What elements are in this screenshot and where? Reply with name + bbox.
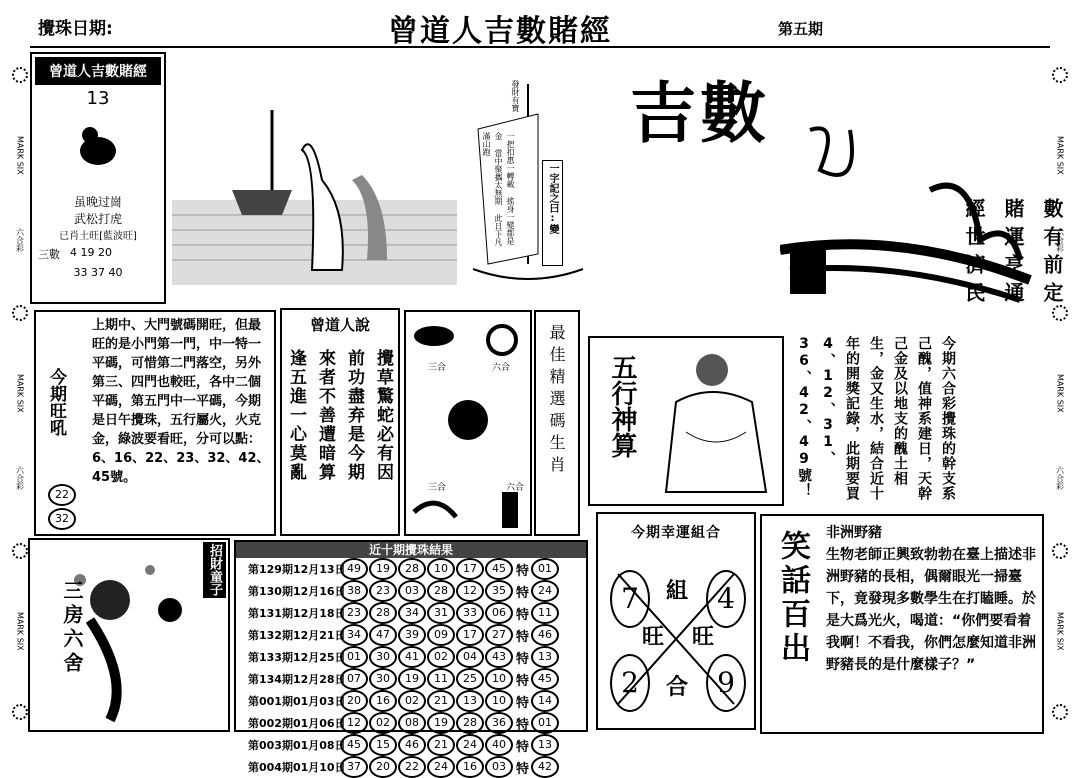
rabbit-illustration: [172, 90, 462, 290]
result-row: [248, 668, 586, 690]
child-figure: [656, 342, 776, 502]
special-label: 特: [516, 651, 530, 667]
result-number-ball: 07: [340, 668, 368, 690]
result-number-ball: 08: [398, 712, 426, 734]
result-number-ball: 34: [340, 624, 368, 646]
result-number-ball: 10: [427, 558, 455, 580]
result-number-ball: 33: [456, 602, 484, 624]
monkey-icon: [68, 121, 128, 171]
result-number-ball: 09: [427, 624, 455, 646]
result-number-ball: 12: [340, 712, 368, 734]
result-number-ball: 37: [340, 756, 368, 778]
card-poem-line3: 已肖土旺[藍波旺]: [59, 231, 137, 242]
result-number-ball: 03: [485, 756, 513, 778]
result-number-ball: 24: [456, 734, 484, 756]
result-number-ball: 28: [427, 580, 455, 602]
special-number-ball: 01: [531, 712, 559, 734]
special-number-ball: 11: [531, 602, 559, 624]
right-side-border: [1050, 40, 1070, 747]
boat-verse: 一把扣惠一轉載 搖身一變都是金 當中聚攜太無期 此日下凡滿山跑: [482, 132, 515, 246]
card-number: 13: [86, 88, 110, 109]
zodiac-label-2: 六合: [492, 363, 511, 373]
side-mark: MARK SIX: [15, 612, 25, 652]
prediction-badge: 今期旺吼: [46, 368, 66, 436]
prediction-box: [34, 310, 276, 536]
result-number-ball: 12: [456, 580, 484, 602]
special-number-ball: 46: [531, 624, 559, 646]
special-label: 特: [516, 761, 530, 777]
result-number-ball: 36: [485, 712, 513, 734]
flower-icon: [1052, 704, 1068, 720]
result-number-ball: 38: [340, 580, 368, 602]
zodiac-label-3: 三合: [428, 483, 447, 493]
result-number-ball: 40: [485, 734, 513, 756]
special-number-ball: 14: [531, 690, 559, 712]
side-mark: MARK SIX: [1055, 374, 1065, 413]
result-label: 第003期01月08日: [248, 739, 346, 752]
draw-date-label: 攪珠日期:: [38, 19, 113, 39]
header-divider: [30, 46, 1050, 48]
result-number-ball: 28: [456, 712, 484, 734]
result-number-ball: 25: [456, 668, 484, 690]
zodiac-card: [30, 52, 166, 304]
card-label: 三數: [38, 248, 60, 261]
fortune-word-top: 組: [666, 579, 689, 604]
result-number-ball: 24: [427, 756, 455, 778]
boat-flag: 發財有寶: [511, 80, 520, 112]
zodiac-box: [404, 310, 532, 536]
lucky-child-text: 三房六舍: [60, 580, 84, 676]
result-number-ball: 21: [427, 734, 455, 756]
saying-col-3: 來者不善遭暗算: [315, 349, 335, 482]
zodiac-label-1: 三合: [428, 363, 447, 373]
result-number-ball: 45: [485, 558, 513, 580]
flower-icon: [1052, 67, 1068, 83]
result-number-ball: 30: [369, 646, 397, 668]
result-number-ball: 47: [369, 624, 397, 646]
jishu-title: 吉數: [630, 74, 770, 152]
side-mark-cn: 六合彩: [1055, 465, 1065, 490]
special-number-ball: 13: [531, 646, 559, 668]
result-number-ball: 06: [485, 602, 513, 624]
saying-title: 曾道人說: [309, 316, 370, 334]
special-label: 特: [516, 739, 530, 755]
fortune-word-bottom: 合: [666, 675, 689, 700]
special-number-ball: 42: [531, 756, 559, 778]
result-number-ball: 23: [340, 602, 368, 624]
result-number-ball: 22: [398, 756, 426, 778]
card-nums1: 4 19 20: [70, 246, 112, 259]
flower-icon: [12, 67, 28, 83]
special-number-ball: 24: [531, 580, 559, 602]
result-number-ball: 46: [398, 734, 426, 756]
result-number-ball: 16: [369, 690, 397, 712]
wuxing-title: 五行神算: [607, 354, 637, 458]
result-number-ball: 31: [427, 602, 455, 624]
result-number-ball: 41: [398, 646, 426, 668]
result-label: 第134期12月28日: [248, 673, 346, 686]
saying-col-2: 前功盡弃是今期: [344, 349, 364, 482]
result-number-ball: 17: [456, 624, 484, 646]
special-label: 特: [516, 607, 530, 623]
result-number-ball: 19: [369, 558, 397, 580]
jishu-columns: [612, 198, 1080, 310]
result-number-ball: 11: [427, 668, 455, 690]
prediction-ball-1: 22: [48, 484, 76, 506]
saying-col-1: 攪草驚蛇必有因: [373, 349, 393, 482]
special-label: 特: [516, 695, 530, 711]
special-label: 特: [516, 717, 530, 733]
saying-col-4: 逢五進一心莫亂: [286, 349, 306, 482]
fortune-number-tr: 4: [706, 570, 746, 628]
fortune-word-left: 旺: [642, 625, 665, 650]
card-poem-line1: 虽晚过崗: [73, 195, 122, 209]
result-number-ball: 28: [398, 558, 426, 580]
boat-section: [468, 74, 586, 296]
result-number-ball: 39: [398, 624, 426, 646]
result-number-ball: 28: [369, 602, 397, 624]
result-number-ball: 20: [369, 756, 397, 778]
prediction-text: 上期中、大門號碼開旺，但最旺的是小門第一門，中一特一平碼，可惜第二門落空，另外第三、四門也較旺，各中二個平碼，第五門中一平碼，今期是日午攪珠，五行屬火，火克金，綠波要看旺，分可以點：6、16、22、23、32、42、45號。: [92, 318, 270, 485]
fortune-box: [596, 512, 756, 730]
result-number-ball: 49: [340, 558, 368, 580]
result-number-ball: 02: [398, 690, 426, 712]
left-side-border: [10, 40, 30, 747]
result-number-ball: 01: [340, 646, 368, 668]
side-mark: MARK SIX: [15, 374, 25, 413]
side-mark: MARK SIX: [15, 135, 25, 175]
result-number-ball: 19: [427, 712, 455, 734]
result-row: [248, 756, 586, 778]
fortune-number-tl: 7: [610, 570, 650, 628]
result-number-ball: 02: [427, 646, 455, 668]
flower-icon: [12, 704, 28, 720]
joke-title: 笑話百出: [775, 530, 810, 666]
side-mark-cn: 六合彩: [15, 227, 25, 252]
result-number-ball: 43: [485, 646, 513, 668]
result-number-ball: 10: [485, 690, 513, 712]
jishu-col-2: 數有前定: [1040, 198, 1064, 310]
result-number-ball: 02: [369, 712, 397, 734]
result-label: 第131期12月18日: [248, 607, 346, 620]
result-row: [248, 712, 586, 734]
result-number-ball: 04: [456, 646, 484, 668]
result-number-ball: 20: [340, 690, 368, 712]
result-label: 第002期01月06日: [248, 717, 346, 730]
fortune-title: 今期幸運組合: [631, 525, 721, 541]
flower-icon: [1052, 543, 1068, 559]
boat-word-title: 一字記之曰:變: [542, 160, 563, 266]
result-row: [248, 580, 586, 602]
page-title: 曾道人吉數賭經: [388, 14, 612, 49]
result-number-ball: 45: [340, 734, 368, 756]
jishu-col-4: 經世濟民: [962, 198, 986, 310]
fortune-number-bl: 2: [610, 654, 650, 712]
wuxing-text: 今期六合彩攪珠的幹支系己醜，值神系建日，天幹己金及以地支的醜土相生，金又生水，結合近十年的開獎記錄，此期要買4、12、31、36、42、49號！: [796, 336, 956, 501]
result-row: [248, 624, 586, 646]
special-label: 特: [516, 673, 530, 689]
fortune-word-right: 旺: [692, 625, 715, 650]
saying-box: [280, 308, 400, 536]
jishu-col-3: 賭運亨通: [1001, 198, 1025, 310]
special-label: 特: [516, 563, 530, 579]
card-nums2: 33 37 40: [73, 266, 123, 279]
result-label: 第133期12月25日: [248, 651, 346, 664]
special-number-ball: 01: [531, 558, 559, 580]
result-number-ball: 16: [456, 756, 484, 778]
side-mark-cn: 六合彩: [1055, 227, 1065, 252]
special-label: 特: [516, 629, 530, 645]
result-number-ball: 30: [369, 668, 397, 690]
best-zodiac: 最佳精選碼生肖: [534, 310, 580, 536]
side-mark-cn: 六合彩: [15, 465, 25, 490]
result-row: [248, 602, 586, 624]
special-label: 特: [516, 585, 530, 601]
side-mark: MARK SIX: [1055, 135, 1065, 175]
joke-box: [760, 514, 1044, 734]
lucky-child-label: 招財童子: [203, 542, 226, 598]
issue-number: 第五期: [778, 20, 824, 38]
flower-icon: [12, 543, 28, 559]
result-row: [248, 558, 586, 580]
result-label: 第004期01月10日: [248, 761, 346, 774]
result-number-ball: 21: [427, 690, 455, 712]
card-poem-line2: 武松打虎: [73, 212, 122, 226]
result-number-ball: 19: [398, 668, 426, 690]
card-brand: 曾道人吉數賭經: [35, 57, 161, 85]
joke-text: 非洲野豬 生物老師正興致勃勃在臺上描述非洲野豬的長相，偶爾眼光一掃臺下，竟發現多數學生在打瞌睡。於是大爲光火，喝道：“你們要看着我啊！不看我，你們怎麼知道非洲野豬長的是什麼樣子？”: [826, 525, 1036, 673]
result-label: 第132期12月21日: [248, 629, 346, 642]
special-number-ball: 13: [531, 734, 559, 756]
result-row: [248, 690, 586, 712]
result-number-ball: 27: [485, 624, 513, 646]
flower-icon: [12, 305, 28, 321]
zodiac-animals: [406, 312, 530, 534]
result-number-ball: 23: [369, 580, 397, 602]
result-row: [248, 646, 586, 668]
result-label: 第130期12月16日: [248, 585, 346, 598]
zodiac-label-4: 六合: [506, 483, 525, 493]
result-label: 第129期12月13日: [248, 563, 346, 576]
results-box: [234, 540, 588, 777]
results-header: 近十期攪珠結果: [236, 542, 586, 558]
side-mark: MARK SIX: [1055, 612, 1065, 652]
lucky-child-box: [28, 538, 230, 732]
result-number-ball: 03: [398, 580, 426, 602]
result-number-ball: 17: [456, 558, 484, 580]
result-number-ball: 13: [456, 690, 484, 712]
result-row: [248, 734, 586, 756]
wuxing-box: [588, 336, 784, 506]
result-number-ball: 10: [485, 668, 513, 690]
prediction-ball-2: 32: [48, 508, 76, 530]
result-number-ball: 15: [369, 734, 397, 756]
result-number-ball: 34: [398, 602, 426, 624]
fortune-number-br: 9: [706, 654, 746, 712]
special-number-ball: 45: [531, 668, 559, 690]
result-number-ball: 35: [485, 580, 513, 602]
result-label: 第001期01月03日: [248, 695, 346, 708]
